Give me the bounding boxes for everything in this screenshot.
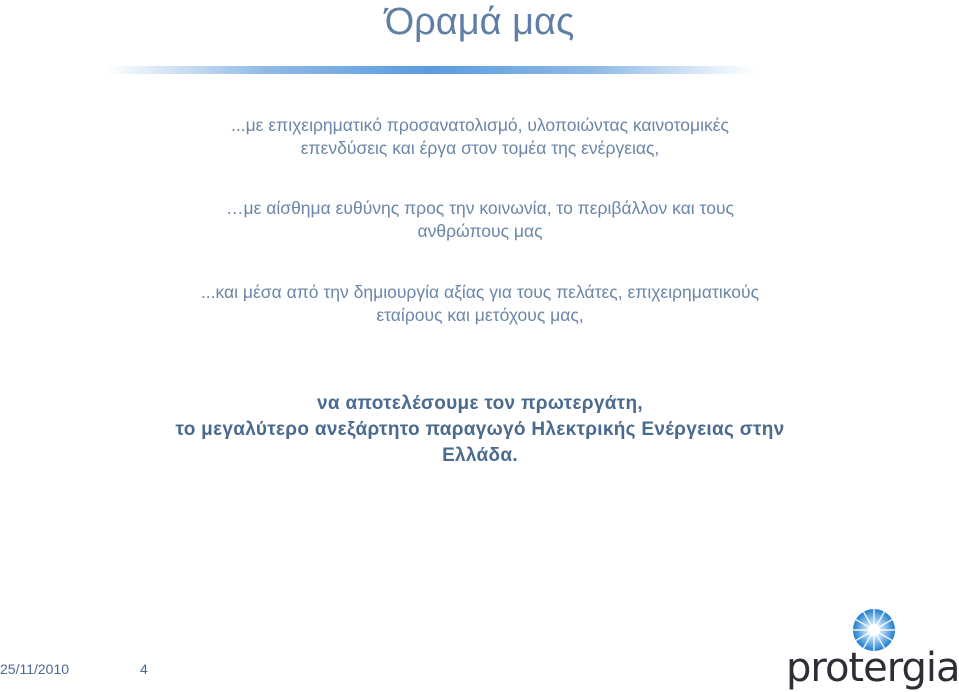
closing-line: Ελλάδα. xyxy=(442,445,518,466)
paragraph-line: …με αίσθημα ευθύνης προς την κοινωνία, το περιβάλλον και τους xyxy=(226,198,734,218)
closing-statement xyxy=(40,391,920,469)
footer-page-number: 4 xyxy=(140,661,148,677)
paragraph-line: ...και μέσα από την δημιουργία αξίας για τους πελάτες, επιχειρηματικούς xyxy=(200,282,760,302)
paragraph-value-creation xyxy=(60,281,900,327)
page-title: Όραμά μας xyxy=(384,1,575,43)
logo-wordmark: protergia xyxy=(786,645,959,691)
title-underline xyxy=(105,66,755,74)
closing-line: το μεγαλύτερο ανεξάρτητο παραγωγό Ηλεκτρικής Ενέργειας στην xyxy=(175,419,785,440)
paragraph-line: ...με επιχειρηματικό προσανατολισμό, υλοποιώντας καινοτομικές xyxy=(231,115,729,135)
paragraph-line: εταίρους και μετόχους μας, xyxy=(376,305,584,325)
paragraph-line: ανθρώπους μας xyxy=(417,221,543,241)
protergia-logo xyxy=(786,608,958,692)
paragraph-responsibility xyxy=(60,197,900,243)
paragraph-line: επενδύσεις και έργα στον τομέα της ενέργειας, xyxy=(300,138,660,158)
closing-line: να αποτελέσουμε τον πρωτεργάτη, xyxy=(317,393,643,414)
paragraph-business-orientation xyxy=(60,114,900,160)
footer-date: 25/11/2010 xyxy=(0,661,70,677)
